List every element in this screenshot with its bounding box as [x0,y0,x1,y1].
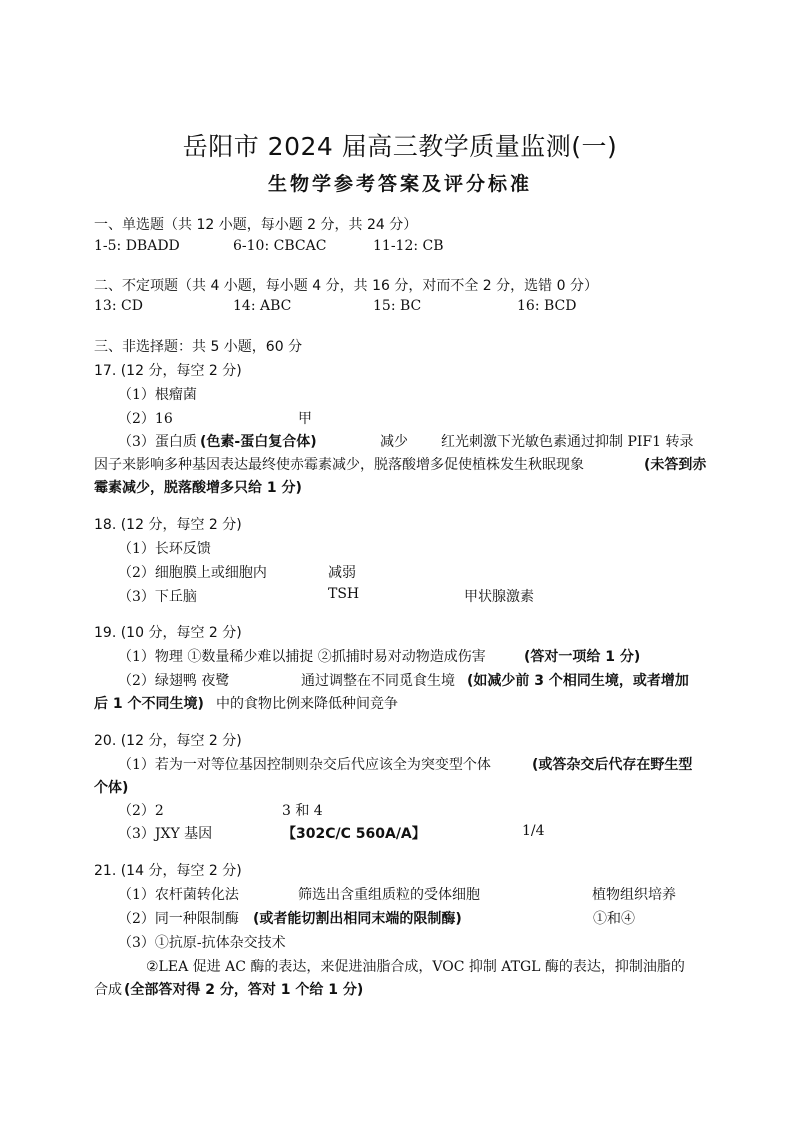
q20-line-2: 个体) [94,780,129,796]
q19-line-2c: (如减少前 3 个相同生境，或者增加 [467,673,689,689]
q20-line-3b: 3 和 4 [282,803,323,819]
q17-line-4a: 因子来影响多种基因表达最终使赤霉素减少，脱落酸增多促使植株发生秋眠现象 [94,457,584,473]
q17-line-1: （1）根瘤菌 [118,387,197,403]
s2-answer-15: 15: BC [373,298,422,314]
q20-line-1b: (或答杂交后代存在野生型 [532,757,693,773]
q19-heading: 19. (10 分，每空 2 分) [94,625,242,641]
q17-line-3d: 红光刺激下光敏色素通过抑制 PIF1 转录 [441,434,694,450]
q19-line-2b: 通过调整在不同觅食生境 [301,673,455,689]
q17-line-3c: 减少 [380,434,408,450]
page-subtitle: 生物学参考答案及评分标准 [267,173,532,195]
q18-line-1: （1）长环反馈 [118,541,211,557]
s1-answer-6-10: 6-10: CBCAC [233,238,327,254]
q19-line-3b: 中的食物比例来降低种间竞争 [216,696,398,712]
s2-answer-14: 14: ABC [233,298,292,314]
q20-line-1a: （1）若为一对等位基因控制则杂交后代应该全为突变型个体 [118,757,491,773]
section-3-heading: 三、非选择题：共 5 小题，60 分 [94,339,303,355]
q21-line-2a: （2）同一种限制酶 [118,911,239,927]
q20-line-3a: （2）2 [118,803,164,819]
q19-line-1a: （1）物理 ①数量稀少难以捕捉 ②抓捕时易对动物造成伤害 [118,649,486,665]
q21-line-1a: （1）农杆菌转化法 [118,887,239,903]
q20-heading: 20. (12 分，每空 2 分) [94,733,242,749]
q18-line-3b: TSH [328,586,360,602]
s2-answer-16: 16: BCD [517,298,577,314]
q18-heading: 18. (12 分，每空 2 分) [94,517,242,533]
q17-line-2a: （2）16 [118,411,173,427]
q18-line-2a: （2）细胞膜上或细胞内 [118,565,267,581]
q21-line-1b: 筛选出含重组质粒的受体细胞 [298,887,480,903]
q17-line-4b: (未答到赤 [644,457,707,473]
s1-answer-1-5: 1-5: DBADD [94,238,180,254]
q21-line-2b: (或者能切割出相同末端的限制酶) [253,911,462,927]
q21-line-3: （3）①抗原-抗体杂交技术 [118,935,286,951]
q17-line-3a: （3）蛋白质 [118,434,197,450]
q17-line-2b: 甲 [298,411,312,427]
q21-line-5b: (全部答对得 2 分，答对 1 个给 1 分) [124,982,364,998]
q20-line-4c: 1/4 [522,823,545,839]
page-title: 岳阳市 2024 届高三教学质量监测(一) [182,132,618,161]
q17-heading: 17. (12 分，每空 2 分) [94,363,242,379]
q21-line-4: ②LEA 促进 AC 酶的表达，来促进油脂合成，VOC 抑制 ATGL 酶的表达，抑制油脂的 [146,959,685,975]
q17-line-3b: (色素-蛋白复合体) [200,434,317,450]
section-2-heading: 二、不定项题（共 4 小题，每小题 4 分，共 16 分，对而不全 2 分，选错 0 分） [94,278,598,294]
q19-line-1b: (答对一项给 1 分) [524,649,641,665]
q20-line-4a: （3）JXY 基因 [118,826,213,842]
q18-line-3a: （3）下丘脑 [118,589,197,605]
q21-heading: 21. (14 分，每空 2 分) [94,863,242,879]
q18-line-2b: 减弱 [328,565,356,581]
section-1-heading: 一、单选题（共 12 小题，每小题 2 分，共 24 分） [94,217,418,233]
q17-line-5: 霉素减少，脱落酸增多只给 1 分) [94,480,302,496]
q21-line-5a: 合成 [94,982,122,998]
q21-line-2c: ①和④ [593,911,635,927]
s1-answer-11-12: 11-12: CB [373,238,444,254]
q18-line-3c: 甲状腺激素 [464,589,534,605]
q20-line-4b: 【302C/C 560A/A】 [282,826,426,842]
q19-line-2a: （2）绿翅鸭 夜鹭 [118,673,230,689]
s2-answer-13: 13: CD [94,298,143,314]
q21-line-1c: 植物组织培养 [592,887,676,903]
q19-line-3a: 后 1 个不同生境) [94,696,204,712]
